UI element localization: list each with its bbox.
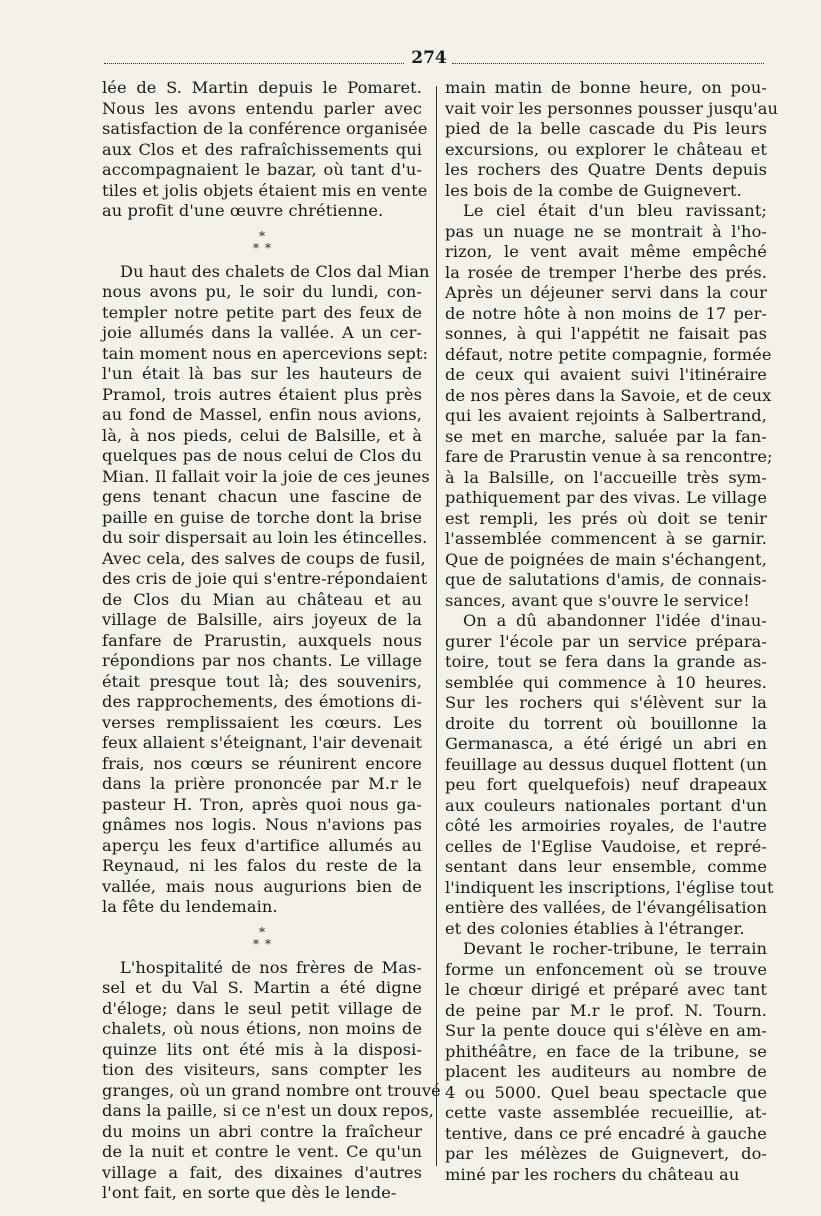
text-line: l'ont fait, en sorte que dès le lende- <box>102 1183 397 1202</box>
text-line: village de Balsille, airs joyeux de la <box>102 610 422 629</box>
left-column <box>102 78 441 1202</box>
paragraph <box>102 957 441 1204</box>
text-line: sentant dans leur ensemble, comme <box>445 857 767 876</box>
text-line: sonnes, à qui l'appétit ne faisait pas <box>445 324 767 343</box>
text-line: toire, tout se fera dans la grande as- <box>445 652 767 671</box>
text-line: Après un déjeuner servi dans la cour <box>445 283 767 302</box>
right-column <box>445 78 779 1184</box>
section-separator <box>102 918 422 958</box>
text-line: l'assemblée commencent à se garnir. <box>445 529 767 548</box>
text-line: excursions, ou explorer le château et <box>445 139 767 159</box>
text-line: du moins un abri contre la fraîcheur <box>102 1121 422 1141</box>
column-divider <box>436 86 437 1166</box>
text-line: l'indiquent les inscriptions, l'église tout <box>445 877 774 897</box>
text-line: gurer l'école par un service prépara- <box>445 631 767 651</box>
text-line: village a fait, des dixaines d'autres <box>102 1162 422 1182</box>
text-line: Pramol, trois autres étaient plus près <box>102 384 422 404</box>
text-line: feuillage au dessus duquel flottent (un <box>445 754 767 774</box>
text-line: de notre hôte à non moins de 17 per- <box>445 303 767 323</box>
text-line: défaut, notre petite compagnie, formée <box>445 344 772 364</box>
text-line: le chœur dirigé et préparé avec tant <box>445 980 767 999</box>
text-line: sances, avant que s'ouvre le service! <box>445 590 750 610</box>
text-line: Germanasca, a été érigé un abri en <box>445 734 767 753</box>
text-line: tion des visiteurs, sans compter les <box>102 1060 422 1079</box>
text-line: dans la prière prononcée par M.r le <box>102 774 422 793</box>
separator-stars: ** <box>253 240 277 255</box>
text-line: chalets, où nous étions, non moins de <box>102 1019 422 1038</box>
text-line: aux Clos et des rafraîchissements qui <box>102 139 422 159</box>
text-line: L'hospitalité de nos frères de Mas- <box>120 957 422 977</box>
text-line: qui les avaient rejoints à Salbertrand, <box>445 406 767 425</box>
text-line: Que de poignées de main s'échangent, <box>445 549 767 569</box>
text-line: Sur les rochers qui s'élèvent sur la <box>445 693 767 712</box>
page-header <box>104 48 764 72</box>
text-line: frais, nos cœurs se réunirent encore <box>102 753 422 773</box>
text-line: droite du torrent où bouillonne la <box>445 713 767 733</box>
text-line: vallée, mais nous augurions bien de <box>102 876 422 896</box>
text-line: Le ciel était d'un bleu ravissant; <box>463 201 767 220</box>
text-line: tentive, dans ce pré encadré à gauche <box>445 1123 767 1143</box>
text-line: côté les armoiries royales, de l'autre <box>445 816 767 835</box>
text-line: répondions par nos chants. Le village <box>102 651 422 670</box>
text-line: tiles et jolis objets étaient mis en vente <box>102 180 428 200</box>
paragraph <box>445 939 767 1185</box>
text-line: pied de la belle cascade du Pis leurs <box>445 119 767 138</box>
paragraph <box>445 78 779 201</box>
text-line: 4 ou 5000. Quel beau spectacle que <box>445 1082 767 1102</box>
text-line: forme un enfoncement où se trouve <box>445 959 767 979</box>
text-line: celles de l'Eglise Vaudoise, et repré- <box>445 836 767 856</box>
text-line: placent les auditeurs au nombre de <box>445 1062 767 1081</box>
text-line: main matin de bonne heure, on pou- <box>445 78 767 97</box>
text-line: satisfaction de la conférence organisée <box>102 119 428 138</box>
text-line: peu fort quelquefois) neuf drapeaux <box>445 775 767 794</box>
text-line: des rapprochements, des émotions di- <box>102 692 422 711</box>
text-line: cette vaste assemblée recueillie, at- <box>445 1103 767 1122</box>
text-line: Du haut des chalets de Clos dal Mian <box>120 261 430 281</box>
paragraph <box>102 261 430 918</box>
text-line: aux couleurs nationales portant d'un <box>445 795 767 815</box>
text-line: verses remplissaient les cœurs. Les <box>102 712 422 732</box>
text-line: granges, où un grand nombre ont trouvé <box>102 1080 441 1100</box>
page-number: 274 <box>411 48 447 68</box>
text-line: On a dû abandonner l'idée d'inau- <box>463 611 767 630</box>
text-line: pathiquement par des vivas. Le village <box>445 488 767 507</box>
text-line: fare de Prarustin venue à sa rencontre; <box>445 447 773 466</box>
text-line: de peine par M.r le prof. N. Tourn. <box>445 1000 767 1020</box>
text-line: semblée qui commence à 10 heures. <box>445 672 767 692</box>
header-rule-left <box>104 63 404 64</box>
text-line: Sur la pente douce qui s'élève en am- <box>445 1021 767 1040</box>
separator-star: * <box>259 228 265 243</box>
text-line: tain moment nous en apercevions sept: <box>102 343 429 363</box>
text-line: au profit d'une œuvre chrétienne. <box>102 201 384 220</box>
text-line: de Clos du Mian au château et au <box>102 589 422 609</box>
text-line: était presque tout là; des souvenirs, <box>102 671 422 691</box>
text-line: lée de S. Martin depuis le Pomaret. <box>102 78 422 97</box>
text-line: se met en marche, saluée par la fan- <box>445 426 767 446</box>
text-line: templer notre petite part des feux de <box>102 302 422 322</box>
text-line: rizon, le vent avait même empêché <box>445 242 767 261</box>
text-line: paille en guise de torche dont la brise <box>102 507 422 527</box>
text-line: la rosée de tremper l'herbe des prés. <box>445 262 767 282</box>
text-line: dans la paille, si ce n'est un doux repos, <box>102 1101 434 1120</box>
text-line: aperçu les feux d'artifice allumés au <box>102 835 422 855</box>
text-line: la fête du lendemain. <box>102 897 278 916</box>
text-line: fanfare de Prarustin, auxquels nous <box>102 630 422 650</box>
text-line: les rochers des Quatre Dents depuis <box>445 160 767 179</box>
text-line: de nos pères dans la Savoie, et de ceux <box>445 385 772 405</box>
paragraph <box>102 78 428 222</box>
text-line: quelques pas de nous celui de Clos du <box>102 446 422 465</box>
text-line: est rempli, les prés où doit se tenir <box>445 508 767 528</box>
text-line: Mian. Il fallait voir la joie de ces jeunes <box>102 466 430 486</box>
text-line: Nous les avons entendu parler avec <box>102 98 422 118</box>
text-line: les bois de la combe de Guignevert. <box>445 180 742 200</box>
text-line: d'éloge; dans le seul petit village de <box>102 998 422 1018</box>
text-line: de ceux qui avaient suivi l'itinéraire <box>445 365 767 384</box>
header-rule-right <box>452 63 764 64</box>
text-line: du soir dispersait au loin les étincelles. <box>102 528 428 547</box>
text-line: quinze lits ont été mis à la disposi- <box>102 1039 422 1059</box>
text-line: vait voir les personnes pousser jusqu'au <box>445 98 779 118</box>
text-line: et des colonies établies à l'étranger. <box>445 918 745 938</box>
text-line: au fond de Massel, enfin nous avions, <box>102 405 422 424</box>
text-line: Devant le rocher-tribune, le terrain <box>463 939 767 958</box>
text-line: nous avons pu, le soir du lundi, con- <box>102 282 422 301</box>
text-line: joie allumés dans la vallée. A un cer- <box>102 323 422 342</box>
text-line: gnâmes nos logis. Nous n'avions pas <box>102 815 422 834</box>
separator-stars: ** <box>253 936 277 951</box>
text-line: que de salutations d'amis, de connais- <box>445 570 767 589</box>
text-line: pas un nuage ne se montrait à l'ho- <box>445 221 767 241</box>
text-line: accompagnaient le bazar, où tant d'u- <box>102 160 422 179</box>
text-line: sel et du Val S. Martin a été digne <box>102 978 422 997</box>
section-separator <box>102 222 422 262</box>
paragraph <box>445 611 774 939</box>
text-line: l'un était là bas sur les hauteurs de <box>102 364 422 383</box>
text-line: feux allaient s'éteignant, l'air devenait <box>102 733 422 752</box>
text-line: Reynaud, ni les falos du reste de la <box>102 856 422 875</box>
text-line: gens tenant chacun une fascine de <box>102 487 422 506</box>
text-line: phithéâtre, en face de la tribune, se <box>445 1041 767 1061</box>
text-line: des cris de joie qui s'entre-répondaient <box>102 569 428 588</box>
text-line: entière des vallées, de l'évangélisation <box>445 898 767 917</box>
text-line: à la Balsille, on l'accueille très sym- <box>445 467 767 487</box>
text-line: de la nuit et contre le vent. Ce qu'un <box>102 1142 422 1161</box>
separator-star: * <box>259 924 265 939</box>
text-line: Avec cela, des salves de coups de fusil, <box>102 548 426 568</box>
paragraph <box>445 201 773 611</box>
text-line: par les mélèzes de Guignevert, do- <box>445 1144 767 1163</box>
text-line: là, à nos pieds, celui de Balsille, et à <box>102 425 422 445</box>
text-line: miné par les rochers du château au <box>445 1164 740 1184</box>
text-line: pasteur H. Tron, après quoi nous ga- <box>102 794 422 814</box>
